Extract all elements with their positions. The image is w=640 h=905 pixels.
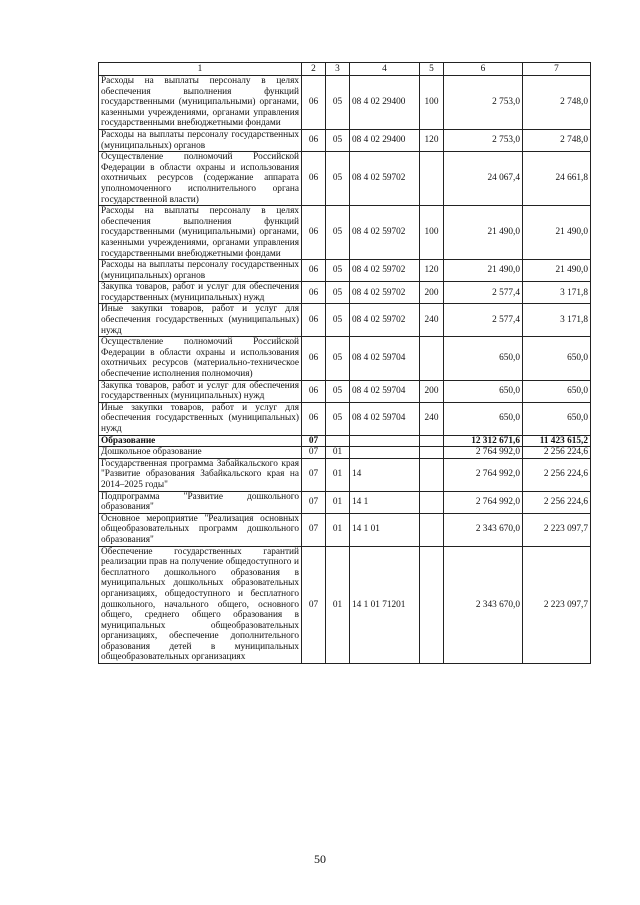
section-code-cell: 07 xyxy=(302,491,326,513)
section-code-cell: 06 xyxy=(302,206,326,260)
table-row xyxy=(99,380,591,402)
subsection-code-cell: 05 xyxy=(326,206,350,260)
expense-type-cell: 120 xyxy=(420,260,444,282)
column-header: 3 xyxy=(326,63,350,76)
amount-year2-cell: 21 490,0 xyxy=(523,206,591,260)
budget-table-sheet xyxy=(98,62,590,664)
row-name-cell: Иные закупки товаров, работ и услуг для обеспечения государственных (муниципальных) нужд xyxy=(99,304,302,337)
subsection-code-cell: 05 xyxy=(326,402,350,435)
section-code-cell: 06 xyxy=(302,260,326,282)
subsection-code-cell: 01 xyxy=(326,447,350,459)
amount-year1-cell: 2 753,0 xyxy=(444,76,523,130)
table-row xyxy=(99,129,591,151)
expense-type-cell: 240 xyxy=(420,304,444,337)
section-code-cell: 06 xyxy=(302,76,326,130)
table-row xyxy=(99,260,591,282)
section-code-cell: 06 xyxy=(302,402,326,435)
amount-year1-cell: 2 764 992,0 xyxy=(444,447,523,459)
section-code-cell: 06 xyxy=(302,152,326,206)
amount-year2-cell: 2 256 224,6 xyxy=(523,458,591,491)
row-name-cell: Государственная программа Забайкальского края "Развитие образования Забайкальского края на 2014–2025 годы" xyxy=(99,458,302,491)
section-code-cell: 06 xyxy=(302,282,326,304)
page-number: 50 xyxy=(314,852,326,866)
section-code-cell: 06 xyxy=(302,304,326,337)
subsection-code-cell: 05 xyxy=(326,76,350,130)
table-row xyxy=(99,304,591,337)
amount-year2-cell: 21 490,0 xyxy=(523,260,591,282)
budget-table xyxy=(98,62,591,664)
subsection-code-cell: 01 xyxy=(326,458,350,491)
subsection-code-cell: 01 xyxy=(326,491,350,513)
row-name-cell: Расходы на выплаты персоналу государственных (муниципальных) органов xyxy=(99,129,302,151)
table-body xyxy=(99,63,591,664)
target-article-cell: 08 4 02 59702 xyxy=(350,152,420,206)
expense-type-cell xyxy=(420,491,444,513)
row-name-cell: Подпрограмма "Развитие дошкольного образования" xyxy=(99,491,302,513)
amount-year1-cell: 2 764 992,0 xyxy=(444,491,523,513)
amount-year1-cell: 650,0 xyxy=(444,337,523,380)
amount-year2-cell: 2 223 097,7 xyxy=(523,513,591,546)
amount-year2-cell: 11 423 615,2 xyxy=(523,435,591,447)
table-row xyxy=(99,76,591,130)
target-article-cell: 08 4 02 59702 xyxy=(350,206,420,260)
section-code-cell: 07 xyxy=(302,447,326,459)
subsection-code-cell: 05 xyxy=(326,304,350,337)
column-header: 5 xyxy=(420,63,444,76)
row-name-cell: Закупка товаров, работ и услуг для обеспечения государственных (муниципальных) нужд xyxy=(99,380,302,402)
target-article-cell: 14 xyxy=(350,458,420,491)
subsection-code-cell xyxy=(326,435,350,447)
amount-year2-cell: 650,0 xyxy=(523,380,591,402)
expense-type-cell: 100 xyxy=(420,76,444,130)
amount-year2-cell: 650,0 xyxy=(523,402,591,435)
amount-year1-cell: 650,0 xyxy=(444,380,523,402)
amount-year2-cell: 650,0 xyxy=(523,337,591,380)
amount-year2-cell: 3 171,8 xyxy=(523,282,591,304)
target-article-cell: 14 1 01 71201 xyxy=(350,546,420,664)
column-header: 6 xyxy=(444,63,523,76)
amount-year1-cell: 21 490,0 xyxy=(444,260,523,282)
table-row xyxy=(99,337,591,380)
amount-year1-cell: 2 764 992,0 xyxy=(444,458,523,491)
row-name-cell: Образование xyxy=(99,435,302,447)
amount-year1-cell: 2 343 670,0 xyxy=(444,546,523,664)
table-row xyxy=(99,282,591,304)
row-name-cell: Осуществление полномочий Российской Федерации в области охраны и использования охотничьих ресурсов (содержание аппарата уполномоченного исполнительного органа государственной власти) xyxy=(99,152,302,206)
row-name-cell: Расходы на выплаты персоналу в целях обеспечения выполнения функций государственными (муниципальными) органами, казенными учреждениями, органами управления государственными внебюджетными фондами xyxy=(99,76,302,130)
amount-year2-cell: 2 256 224,6 xyxy=(523,447,591,459)
target-article-cell: 08 4 02 59704 xyxy=(350,380,420,402)
subsection-code-cell: 05 xyxy=(326,282,350,304)
section-code-cell: 06 xyxy=(302,337,326,380)
subsection-code-cell: 01 xyxy=(326,546,350,664)
amount-year1-cell: 12 312 671,6 xyxy=(444,435,523,447)
target-article-cell: 08 4 02 59702 xyxy=(350,260,420,282)
expense-type-cell xyxy=(420,435,444,447)
row-name-cell: Расходы на выплаты персоналу в целях обеспечения выполнения функций государственными (муниципальными) органами, казенными учреждениями, органами управления государственными внебюджетными фондами xyxy=(99,206,302,260)
row-name-cell: Основное мероприятие "Реализация основных общеобразовательных программ дошкольного образования" xyxy=(99,513,302,546)
expense-type-cell: 240 xyxy=(420,402,444,435)
amount-year1-cell: 2 577,4 xyxy=(444,304,523,337)
row-name-cell: Дошкольное образование xyxy=(99,447,302,459)
target-article-cell: 08 4 02 29400 xyxy=(350,129,420,151)
expense-type-cell xyxy=(420,513,444,546)
section-code-cell: 07 xyxy=(302,546,326,664)
section-code-cell: 07 xyxy=(302,435,326,447)
target-article-cell: 08 4 02 59704 xyxy=(350,337,420,380)
amount-year2-cell: 24 661,8 xyxy=(523,152,591,206)
amount-year2-cell: 2 223 097,7 xyxy=(523,546,591,664)
subsection-code-cell: 01 xyxy=(326,513,350,546)
subsection-code-cell: 05 xyxy=(326,129,350,151)
expense-type-cell xyxy=(420,152,444,206)
expense-type-cell xyxy=(420,546,444,664)
subsection-code-cell: 05 xyxy=(326,152,350,206)
amount-year2-cell: 2 748,0 xyxy=(523,129,591,151)
amount-year1-cell: 2 753,0 xyxy=(444,129,523,151)
table-row xyxy=(99,491,591,513)
expense-type-cell xyxy=(420,458,444,491)
target-article-cell: 14 1 xyxy=(350,491,420,513)
section-code-cell: 07 xyxy=(302,458,326,491)
table-row xyxy=(99,458,591,491)
column-header: 4 xyxy=(350,63,420,76)
column-header: 7 xyxy=(523,63,591,76)
table-row xyxy=(99,435,591,447)
row-name-cell: Осуществление полномочий Российской Федерации в области охраны и использования охотничьих ресурсов (материально-техническое обеспечение исполнения полномочия) xyxy=(99,337,302,380)
target-article-cell: 08 4 02 59702 xyxy=(350,282,420,304)
header-row xyxy=(99,63,591,76)
subsection-code-cell: 05 xyxy=(326,337,350,380)
table-row xyxy=(99,402,591,435)
table-row xyxy=(99,546,591,664)
target-article-cell xyxy=(350,447,420,459)
section-code-cell: 06 xyxy=(302,129,326,151)
expense-type-cell: 200 xyxy=(420,380,444,402)
amount-year1-cell: 2 343 670,0 xyxy=(444,513,523,546)
table-row xyxy=(99,513,591,546)
amount-year1-cell: 650,0 xyxy=(444,402,523,435)
table-row xyxy=(99,447,591,459)
row-name-cell: Расходы на выплаты персоналу государственных (муниципальных) органов xyxy=(99,260,302,282)
target-article-cell: 14 1 01 xyxy=(350,513,420,546)
amount-year2-cell: 3 171,8 xyxy=(523,304,591,337)
amount-year1-cell: 2 577,4 xyxy=(444,282,523,304)
subsection-code-cell: 05 xyxy=(326,380,350,402)
expense-type-cell xyxy=(420,447,444,459)
target-article-cell: 08 4 02 29400 xyxy=(350,76,420,130)
expense-type-cell xyxy=(420,337,444,380)
subsection-code-cell: 05 xyxy=(326,260,350,282)
target-article-cell: 08 4 02 59704 xyxy=(350,402,420,435)
table-row xyxy=(99,152,591,206)
expense-type-cell: 200 xyxy=(420,282,444,304)
section-code-cell: 07 xyxy=(302,513,326,546)
row-name-cell: Обеспечение государственных гарантий реализации прав на получение общедоступного и бесплатного дошкольного образования в муниципальных дошкольных образовательных организациях, общедоступного и бесплатного дошкольного, начального общего, основного общего, среднего общего образования в муниципальных общеобразовательных организациях, обеспечение дополнительного образования детей в муниципальных общеобразовательных организациях xyxy=(99,546,302,664)
target-article-cell xyxy=(350,435,420,447)
column-header: 1 xyxy=(99,63,302,76)
expense-type-cell: 120 xyxy=(420,129,444,151)
row-name-cell: Иные закупки товаров, работ и услуг для обеспечения государственных (муниципальных) нужд xyxy=(99,402,302,435)
amount-year2-cell: 2 748,0 xyxy=(523,76,591,130)
section-code-cell: 06 xyxy=(302,380,326,402)
row-name-cell: Закупка товаров, работ и услуг для обеспечения государственных (муниципальных) нужд xyxy=(99,282,302,304)
table-row xyxy=(99,206,591,260)
amount-year1-cell: 24 067,4 xyxy=(444,152,523,206)
amount-year2-cell: 2 256 224,6 xyxy=(523,491,591,513)
target-article-cell: 08 4 02 59702 xyxy=(350,304,420,337)
amount-year1-cell: 21 490,0 xyxy=(444,206,523,260)
column-header: 2 xyxy=(302,63,326,76)
expense-type-cell: 100 xyxy=(420,206,444,260)
